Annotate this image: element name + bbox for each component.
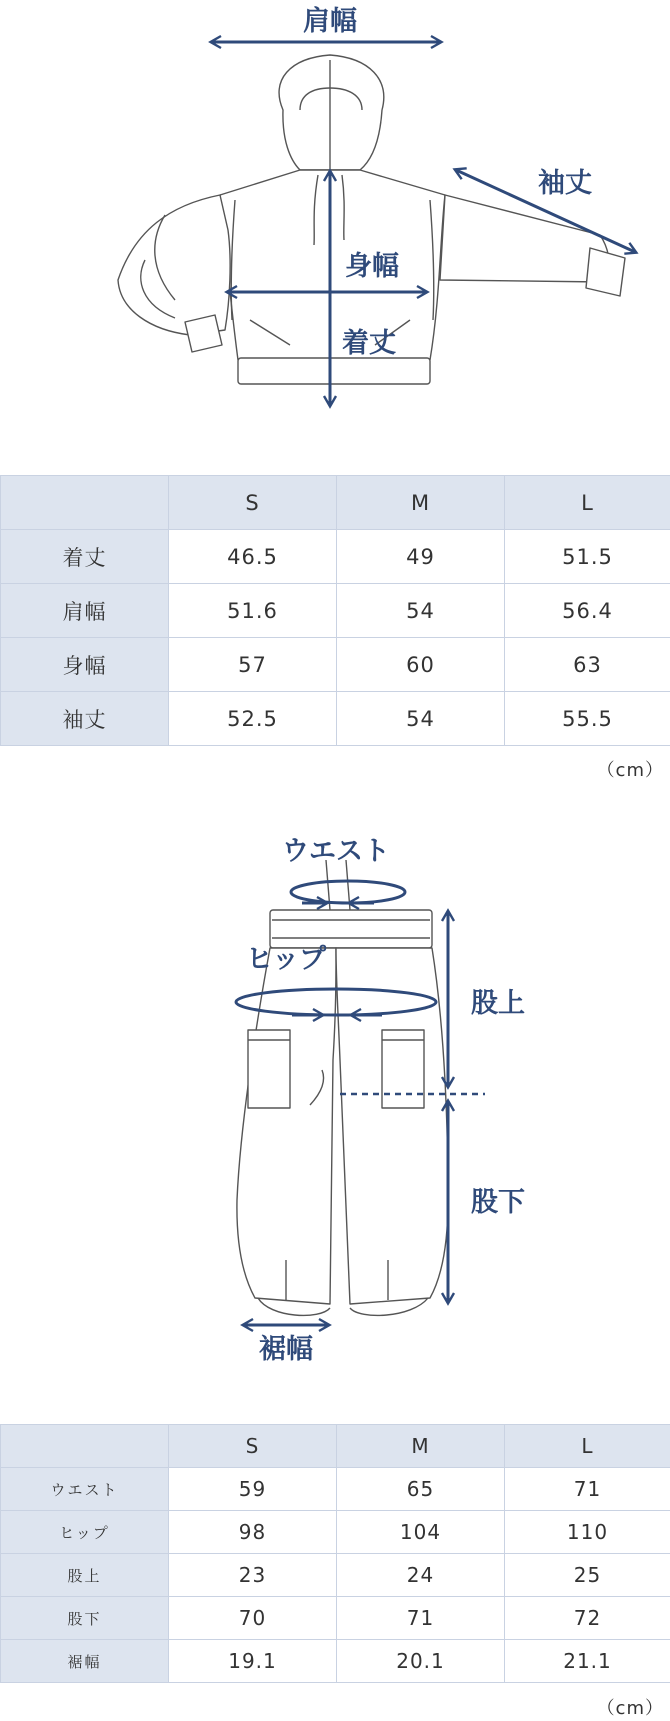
inseam-label: 股下 — [471, 1187, 525, 1218]
top-size-table — [0, 475, 670, 746]
table-row — [1, 1640, 670, 1683]
table-row — [1, 692, 670, 746]
table-cell: 56.4 — [505, 584, 670, 638]
header-size-s: S — [169, 476, 337, 530]
pants-diagram — [0, 830, 670, 1370]
table-cell: 52.5 — [169, 692, 337, 746]
row-label: 袖丈 — [1, 692, 169, 746]
table-row — [1, 1511, 670, 1554]
table-cell: 21.1 — [505, 1640, 670, 1683]
table-cell: 51.6 — [169, 584, 337, 638]
table-cell: 98 — [169, 1511, 337, 1554]
header-size-m: M — [337, 1425, 505, 1468]
table-cell: 110 — [505, 1511, 670, 1554]
row-label: 裾幅 — [1, 1640, 169, 1683]
waist-label: ウエスト — [282, 836, 390, 867]
table-row — [1, 584, 670, 638]
table-cell: 54 — [337, 692, 505, 746]
table-cell: 71 — [505, 1468, 670, 1511]
table-cell: 55.5 — [505, 692, 670, 746]
table-header-row — [1, 1425, 670, 1468]
table-cell: 70 — [169, 1597, 337, 1640]
body-width-label: 身幅 — [345, 251, 399, 282]
length-label: 着丈 — [342, 328, 396, 359]
table-row — [1, 530, 670, 584]
table-row — [1, 1468, 670, 1511]
hoodie-diagram — [0, 0, 670, 430]
table-cell: 25 — [505, 1554, 670, 1597]
table-cell: 60 — [337, 638, 505, 692]
table-cell: 46.5 — [169, 530, 337, 584]
header-empty-cell — [1, 1425, 169, 1468]
table-cell: 24 — [337, 1554, 505, 1597]
table-cell: 63 — [505, 638, 670, 692]
shoulder-label: 肩幅 — [303, 6, 357, 37]
hip-label: ヒップ — [245, 944, 327, 975]
table-cell: 51.5 — [505, 530, 670, 584]
table-row — [1, 638, 670, 692]
sleeve-label: 袖丈 — [538, 168, 592, 199]
header-size-l: L — [505, 1425, 670, 1468]
table-cell: 20.1 — [337, 1640, 505, 1683]
header-empty-cell — [1, 476, 169, 530]
table-cell: 65 — [337, 1468, 505, 1511]
row-label: 着丈 — [1, 530, 169, 584]
unit-label: （cm） — [596, 1698, 664, 1719]
header-size-s: S — [169, 1425, 337, 1468]
table-cell: 104 — [337, 1511, 505, 1554]
unit-label: （cm） — [596, 760, 664, 781]
row-label: 身幅 — [1, 638, 169, 692]
table-cell: 57 — [169, 638, 337, 692]
row-label: 股下 — [1, 1597, 169, 1640]
table-cell: 54 — [337, 584, 505, 638]
hoodie-illustration — [0, 0, 670, 430]
table-cell: 59 — [169, 1468, 337, 1511]
rise-label: 股上 — [471, 988, 525, 1019]
pants-illustration — [0, 830, 670, 1370]
hem-label: 裾幅 — [259, 1334, 313, 1365]
header-size-l: L — [505, 476, 670, 530]
table-cell: 72 — [505, 1597, 670, 1640]
bottom-size-table — [0, 1424, 670, 1683]
table-header-row — [1, 476, 670, 530]
row-label: ウエスト — [1, 1468, 169, 1511]
table-cell: 23 — [169, 1554, 337, 1597]
table-cell: 19.1 — [169, 1640, 337, 1683]
table-cell: 71 — [337, 1597, 505, 1640]
table-row — [1, 1554, 670, 1597]
table-cell: 49 — [337, 530, 505, 584]
row-label: 肩幅 — [1, 584, 169, 638]
row-label: ヒップ — [1, 1511, 169, 1554]
header-size-m: M — [337, 476, 505, 530]
table-row — [1, 1597, 670, 1640]
row-label: 股上 — [1, 1554, 169, 1597]
